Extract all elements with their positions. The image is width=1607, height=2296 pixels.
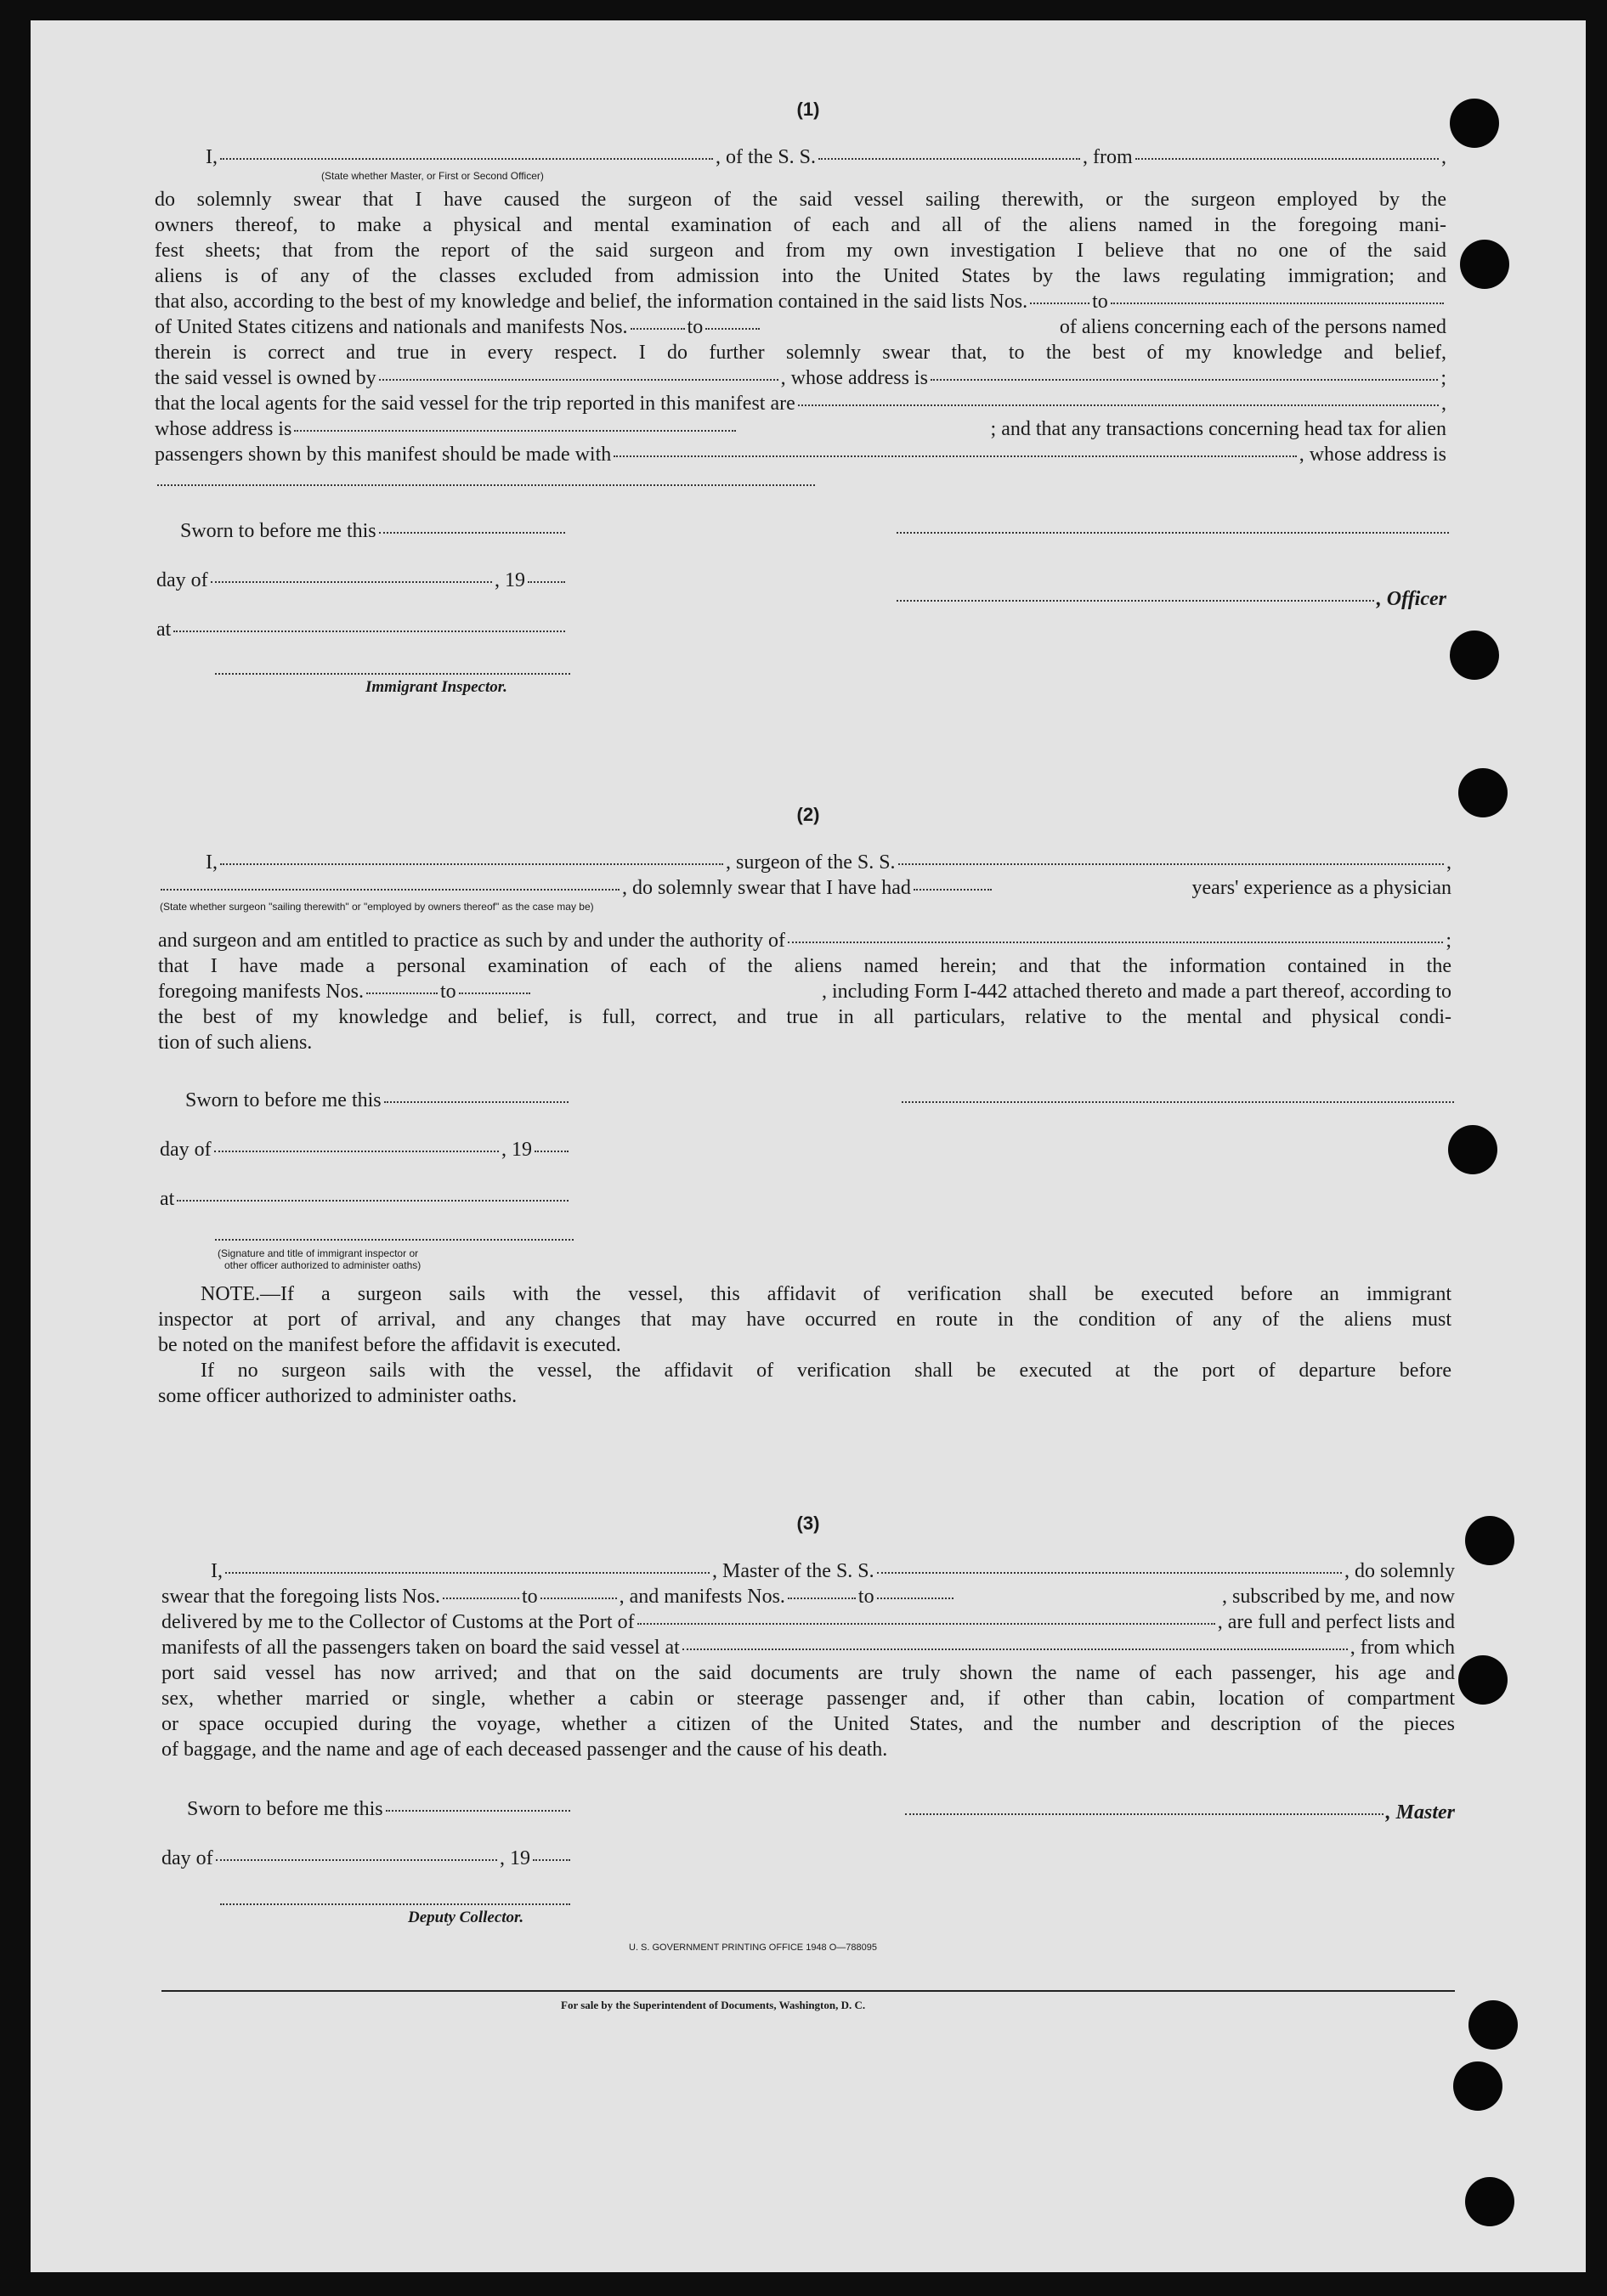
s2-manifests-to-field[interactable] [459,992,530,994]
s1-line-1: I, , of the S. S. , from , [206,146,1446,168]
binder-hole [1465,2177,1514,2226]
officer-name-field[interactable] [220,158,713,160]
s2-sig-caption-2: other officer authorized to administer oaths) [224,1259,422,1271]
s3-day-field[interactable] [216,1859,497,1861]
s3-manifests-to-field[interactable] [877,1598,953,1599]
s2-day: day of , 19 [160,1137,571,1162]
s2-day-field[interactable] [214,1151,499,1152]
s2-sworn: Sworn to before me this [185,1088,571,1113]
s1-line-lists: that also, according to the best of my knowledge and belief, the information contained in the said lists Nos. to [155,289,1446,314]
s1-line-head-tax: passengers shown by this manifest should be made with , whose address is [155,444,1446,466]
surgeon-name-field[interactable] [220,863,723,865]
s2-at: at [160,1186,571,1212]
master-name-field[interactable] [225,1572,710,1574]
s3-year-field[interactable] [533,1859,570,1861]
s1-officer-line: , Officer [894,586,1446,612]
years-experience-field[interactable] [914,889,992,891]
s1-signature-line[interactable] [897,532,1449,534]
s1-sworn: Sworn to before me this [180,518,568,544]
s2-line-authority: and surgeon and am entitled to practice as such by and under the authority of ; [158,930,1451,952]
s3-lists-from-field[interactable] [443,1598,519,1599]
head-tax-address-field[interactable] [157,484,815,486]
binder-hole [1460,240,1509,289]
collector-port-field[interactable] [637,1623,1215,1625]
s2-sig-caption-1: (Signature and title of immigrant inspector or [218,1247,419,1259]
s2-inspector-signature-line[interactable] [215,1239,574,1241]
s3-line-1: I, , Master of the S. S. , do solemnly [211,1560,1455,1582]
s3-sworn-date-field[interactable] [386,1810,570,1812]
binder-hole [1468,2000,1518,2050]
s2-line-4: that I have made a personal examination of each of the aliens named herein; and that the information contained in the [158,955,1451,977]
binder-hole [1450,631,1499,680]
footer-rule [161,1990,1455,1992]
s1-day-field[interactable] [211,581,492,583]
authority-field[interactable] [788,942,1443,943]
lists-from-field[interactable] [1030,303,1089,304]
manifests-from-field[interactable] [631,328,685,330]
s1-at: at [156,617,568,642]
s2-vessel-field[interactable] [898,863,1444,865]
s1-line-agents: that the local agents for the said vessel for the trip reported in this manifest are , [155,393,1446,415]
binder-hole [1458,1655,1508,1705]
s1-line-manifests: of United States citizens and nationals and manifests Nos. to of aliens concerning each of the persons named [155,316,1446,338]
s2-line-6: the best of my knowledge and belief, is full, correct, and true in all particulars, relative to the mental and physical condi- tion of such aliens. [158,1006,1451,1054]
gpo-imprint: U. S. GOVERNMENT PRINTING OFFICE 1948 O—788095 [629,1943,877,1953]
s3-lists-to-field[interactable] [540,1598,617,1599]
s3-manifests-from-field[interactable] [788,1598,856,1599]
s3-master-line: , Master [903,1800,1455,1825]
owner-field[interactable] [379,379,778,381]
s2-note: NOTE.—If a surgeon sails with the vessel, this affidavit of verification shall be executed before an immigrant inspector at port of arrival, and any changes that may have occurred en route in the condition of any of the aliens must be noted on the manifest before the affidavit is executed. If no surgeon sails with the vessel, the affidavit of verification shall be executed at the port of departure before some officer authorized to administer oaths. [158,1283,1451,1407]
s1-paragraph: do solemnly swear that I have caused the surgeon of the said vessel sailing therewith, or the surgeon employed by the owners thereof, to make a physical and mental examination of each and all of the aliens named in the foregoing mani- fest sheets; that from the report of the said surgeon and from my own investigation I believe that no one of the said aliens is of any of the classes excluded from admission into the United States by the laws regulating immigration; and [155,189,1446,287]
s1-year-field[interactable] [528,581,565,583]
agents-address-field[interactable] [294,430,736,432]
owner-address-field[interactable] [931,379,1438,381]
section-1-number: (1) [796,99,820,120]
s2-line-5: foregoing manifests Nos. to , including Form I-442 attached thereto and made a part thereof, according to [158,981,1451,1003]
local-agents-field[interactable] [798,404,1439,406]
s2-surgeon-caption: (State whether surgeon "sailing therewith" or "employed by owners thereof" as the case may be) [160,901,594,913]
s3-sworn: Sworn to before me this [187,1796,573,1822]
s3-collector-signature-line[interactable] [220,1903,570,1905]
manifests-to-field[interactable] [705,328,760,330]
s1-officer-caption: (State whether Master, or First or Second Officer) [321,170,544,182]
vessel-name-field[interactable] [818,158,1080,160]
s3-master-signature-field[interactable] [905,1813,1383,1815]
s2-signature-line[interactable] [902,1101,1454,1103]
s1-at-field[interactable] [173,631,565,632]
lists-to-field[interactable] [1111,303,1444,304]
sale-notice: For sale by the Superintendent of Documents, Washington, D. C. [561,1999,866,2011]
surgeon-status-field[interactable] [161,889,620,891]
s1-inspector-signature-line[interactable] [215,673,570,675]
s3-line-4: manifests of all the passengers taken on board the said vessel at , from which [161,1637,1455,1659]
section-3-number: (3) [796,1513,820,1534]
s2-at-field[interactable] [177,1200,569,1202]
s3-day: day of , 19 [161,1846,573,1871]
from-port-field[interactable] [1135,158,1439,160]
s2-manifests-from-field[interactable] [366,992,438,994]
s3-deputy-label: Deputy Collector. [408,1909,524,1926]
s1-line-7: therein is correct and true in every respect. I do further solemnly swear that, to the best of my knowledge and belief, [155,342,1446,364]
s3-line-2: swear that the foregoing lists Nos. to , and manifests Nos. to , subscribed by me, and now [161,1586,1455,1608]
form-page [31,20,1586,2272]
s2-sworn-date-field[interactable] [384,1101,569,1103]
s1-line-agent-address: whose address is ; and that any transactions concerning head tax for alien [155,418,1446,440]
binder-hole [1453,2061,1502,2111]
s3-vessel-field[interactable] [877,1572,1342,1574]
binder-hole [1448,1125,1497,1174]
s3-line-3: delivered by me to the Collector of Customs at the Port of , are full and perfect lists and [161,1611,1455,1633]
s2-line-1: I, , surgeon of the S. S. , [206,851,1451,874]
s2-line-2: , do solemnly swear that I have had years' experience as a physician [158,875,1451,901]
s1-inspector-label: Immigrant Inspector. [365,678,507,696]
section-2-number: (2) [796,804,820,825]
s1-sworn-date-field[interactable] [379,532,565,534]
s1-officer-field[interactable] [897,600,1374,602]
s2-year-field[interactable] [535,1151,569,1152]
s1-day: day of , 19 [156,568,568,593]
boarding-port-field[interactable] [682,1648,1348,1650]
s3-paragraph: port said vessel has now arrived; and that on the said documents are truly shown the name of each passenger, his age and sex, whether married or single, whether a cabin or steerage passenger and, if other than cabin, location of compartment or space occupied during the voyage, whether a citizen of the United States, and the number and description of the pieces of baggage, and the name and age of each deceased passenger and the cause of his death. [161,1662,1455,1761]
s1-line-owner: the said vessel is owned by , whose address is ; [155,367,1446,389]
head-tax-party-field[interactable] [614,455,1296,457]
